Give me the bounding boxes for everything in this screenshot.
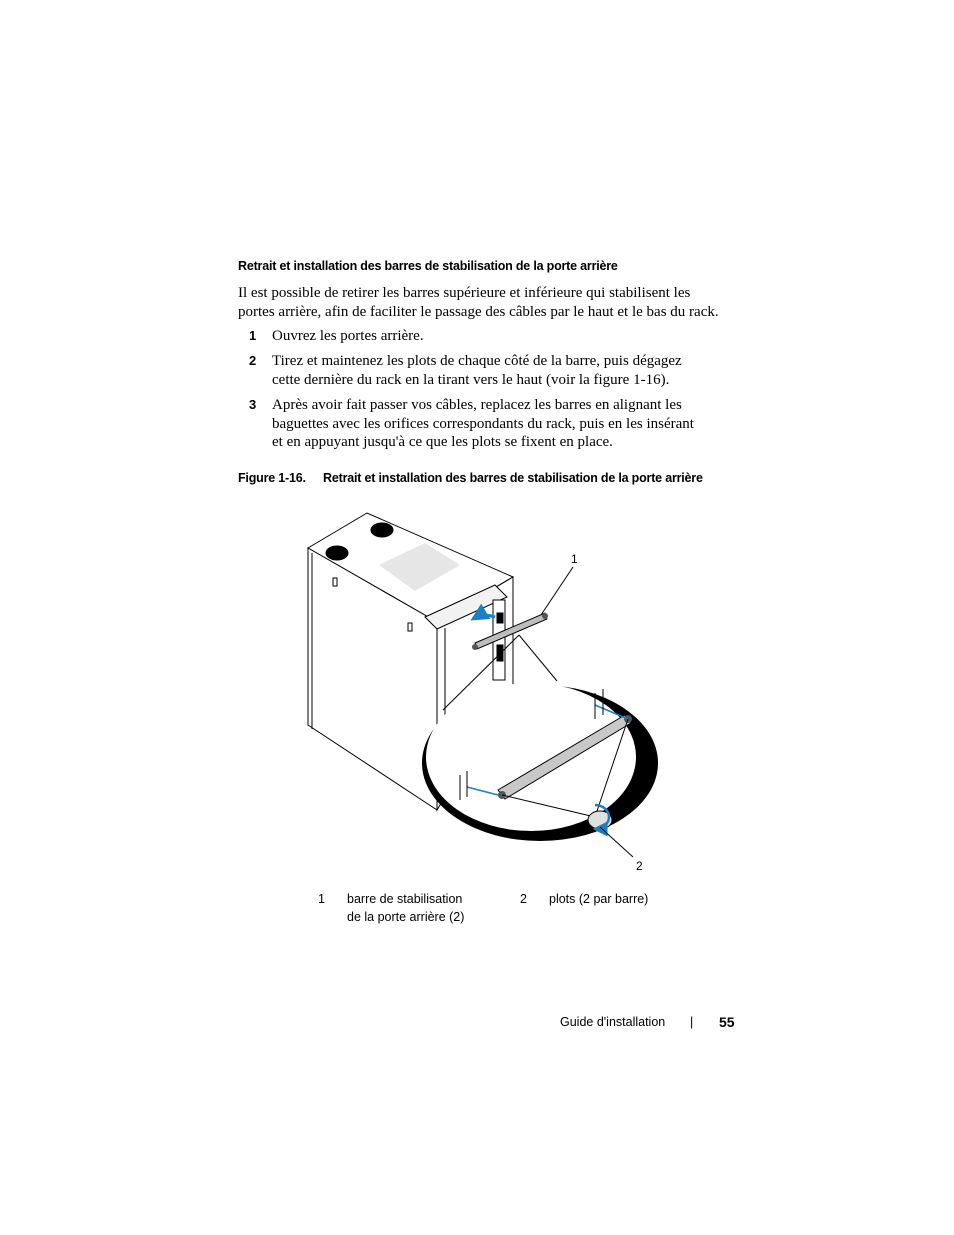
legend-item-label bbox=[347, 890, 464, 926]
step-number: 1 bbox=[249, 328, 257, 343]
step-line: Après avoir fait passer vos câbles, replacez les barres en alignant les bbox=[272, 397, 682, 413]
intro-line: portes arrière, afin de faciliter le passage des câbles par le haut et le bas du rack. bbox=[238, 303, 719, 320]
intro-line: Il est possible de retirer les barres supérieure et inférieure qui stabilisent les bbox=[238, 285, 691, 301]
callout-line-1 bbox=[541, 567, 573, 615]
legend-item-num: 1 bbox=[318, 892, 325, 906]
legend-item-num: 2 bbox=[520, 892, 527, 906]
step-number: 2 bbox=[249, 353, 257, 368]
step-line: baguettes avec les orifices correspondants du rack, puis en les insérant bbox=[272, 415, 694, 432]
legend-line: barre de stabilisation bbox=[347, 892, 463, 906]
zoom-line bbox=[519, 635, 557, 681]
figure-title: Retrait et installation des barres de stabilisation de la porte arrière bbox=[323, 471, 703, 485]
callout-1: 1 bbox=[571, 552, 578, 566]
callout-2: 2 bbox=[636, 859, 643, 873]
figure-label: Figure 1-16. bbox=[238, 471, 306, 485]
step-line: et en appuyant jusqu'à ce que les plots se fixent en place. bbox=[272, 434, 613, 450]
legend-line: de la porte arrière (2) bbox=[347, 910, 465, 924]
step-text bbox=[272, 352, 732, 389]
step-line: cette dernière du rack en la tirant vers le haut (voir la figure 1-16). bbox=[272, 371, 670, 388]
section-heading: Retrait et installation des barres de stabilisation de la porte arrière bbox=[238, 259, 618, 273]
rack-stabilizer-illustration bbox=[295, 505, 665, 885]
callout-line-2 bbox=[600, 827, 633, 857]
page-number: 55 bbox=[719, 1014, 735, 1030]
legend-item-label bbox=[549, 890, 648, 908]
figure-caption bbox=[238, 471, 703, 485]
step-line: Tirez et maintenez les plots de chaque côté de la barre, puis dégagez bbox=[272, 353, 682, 369]
step-text bbox=[272, 396, 732, 452]
step-number: 3 bbox=[249, 397, 257, 412]
legend-line: plots (2 par barre) bbox=[549, 892, 649, 906]
step-text bbox=[272, 327, 732, 346]
detail-magnifier bbox=[422, 683, 658, 841]
step-line: Ouvrez les portes arrière. bbox=[272, 328, 424, 344]
footer-guide-title: Guide d'installation bbox=[560, 1015, 666, 1029]
intro-paragraph bbox=[238, 284, 738, 321]
footer-separator: | bbox=[690, 1015, 694, 1029]
